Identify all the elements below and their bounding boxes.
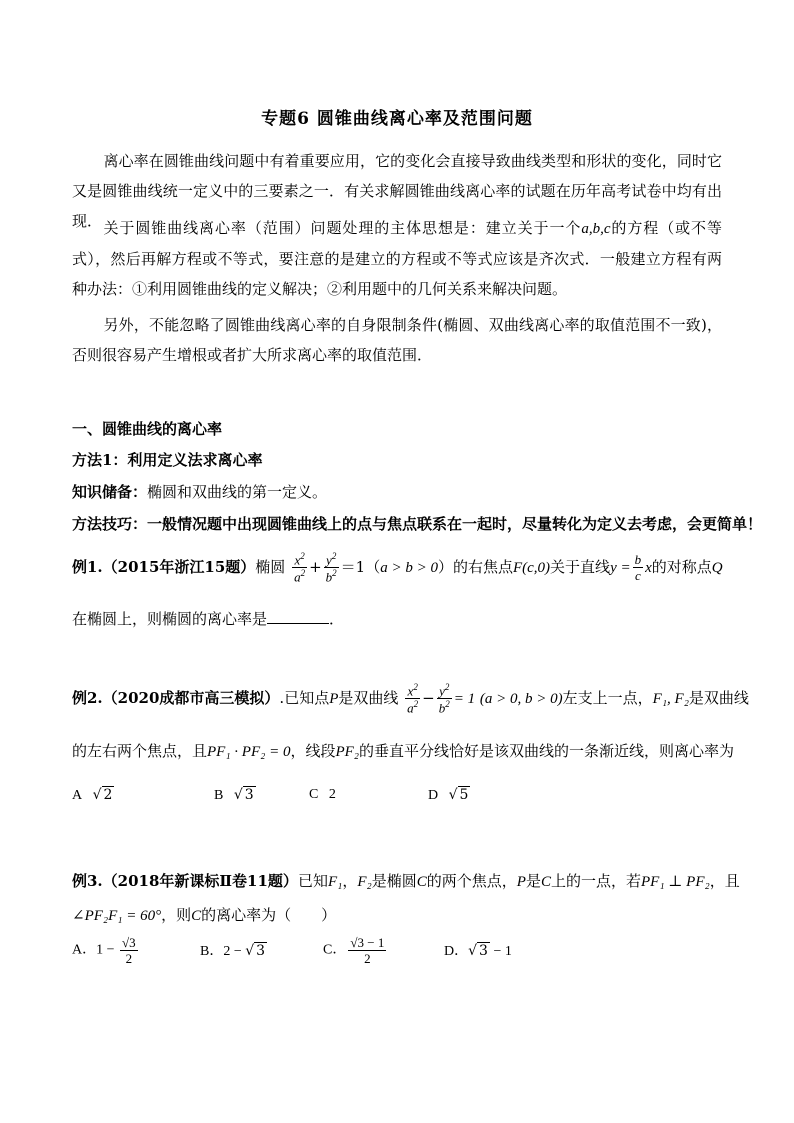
- example-1-line-2: 在椭圆上，则椭圆的离心率是 ．: [72, 610, 345, 628]
- sqrt-symbol: √ 5: [448, 787, 469, 803]
- method-heading: 方法1：利用定义法求离心率: [72, 451, 263, 469]
- y2-over-b2: $\frac{y^2}{b^2}$: [325, 551, 337, 585]
- answer-blank[interactable]: [267, 609, 329, 624]
- example-3-line-2: ∠PF₂F₁ = 60°，则C的离心率为（ ）: [72, 906, 337, 924]
- example-2-option-b[interactable]: B √ 3: [214, 787, 254, 803]
- sqrt-symbol: √ 3: [233, 787, 254, 803]
- x2-over-a2: $\frac{x^2}{a^2}$: [294, 551, 306, 585]
- intro-paragraph-3: 另外，不能忽略了圆锥曲线离心率的自身限制条件(椭圆、双曲线离心率的取值范围不一致)，否则很容易产生增根或者扩大所求离心率的取值范围．: [72, 316, 722, 364]
- abc-variables: a,b,c: [581, 221, 611, 237]
- tips-line: 方法技巧：一般情况题中出现圆锥曲线上的点与焦点联系在一起时，尽量转化为定义去考虑，会更简单！: [72, 515, 763, 533]
- example-3-option-c[interactable]: C． $\frac{√3 - 1}{2}$: [323, 935, 385, 966]
- y2-over-b2: $\frac{y^2}{b^2}$: [438, 682, 450, 716]
- example-3-option-d[interactable]: D．√ 3 − 1: [444, 943, 512, 959]
- example-2-line-2: 的左右两个焦点，且PF₁ · PF₂ = 0，线段PF₂的垂直平分线恰好是该双曲线的一条渐近线，则离心率为: [72, 742, 735, 760]
- example-2-option-a[interactable]: A √ 2: [72, 787, 113, 803]
- intro-paragraph-1: 离心率在圆锥曲线问题中有着重要应用，它的变化会直接导致曲线类型和形状的变化，同时它又是圆锥曲线统一定义中的三要素之一．有关求解圆锥曲线离心率的试题在历年高考试卷中均有出现．: [72, 152, 722, 230]
- knowledge-line: 知识储备：椭圆和双曲线的第一定义。: [72, 483, 328, 501]
- sqrt3-over-2: $\frac{√3}{2}$: [122, 935, 136, 966]
- example-3-option-a[interactable]: A．1 − $\frac{√3}{2}$: [72, 935, 136, 966]
- b-over-c: $\frac{b}{c}$: [634, 552, 642, 584]
- page-title: 专题6 圆锥曲线离心率及范围问题: [261, 109, 533, 129]
- intro-paragraph-2: 关于圆锥曲线离心率（范围）问题处理的主体思想是：建立关于一个a,b,c的方程（或不等式），然后再解方程或不等式，要注意的是建立的方程或不等式应该是齐次式．一般建立方程有两种办法：①利用圆锥曲线的定义解决；②利用题中的几何关系来解决问题。: [72, 219, 722, 298]
- x2-over-a2: $\frac{x^2}{a^2}$: [407, 682, 419, 716]
- example-3-option-b[interactable]: B．2 − √ 3: [200, 943, 266, 959]
- sqrt3-minus-1-over-2: $\frac{√3 - 1}{2}$: [350, 935, 385, 966]
- section-heading: 一、圆锥曲线的离心率: [72, 420, 223, 438]
- example-2-option-c[interactable]: C 2: [309, 787, 336, 802]
- sqrt-symbol: √ 3: [468, 943, 488, 959]
- example-1-line-1: 例1.（2015年浙江15题）椭圆 $\frac{x^2}{a^2}$ + $\frac{y^2}{b^2}$ ＝1（a > b > 0）的右焦点F(c,0)关于直线y = $\frac{b}{c}$ x的对称点Q: [72, 551, 723, 585]
- sqrt-symbol: √ 2: [92, 787, 113, 803]
- example-2-line-1: 例2.（2020成都市高三模拟）.已知点P是双曲线 $\frac{x^2}{a^2}$ − $\frac{y^2}{b^2}$ = 1 (a > 0, b > 0)左支上一点，F₁, F₂是双曲线: [72, 682, 749, 716]
- example-3-line-1: 例3.（2018年新课标Ⅱ卷11题）已知F₁，F₂是椭圆C的两个焦点，P是C上的一点，若PF₁ ⊥ PF₂，且: [72, 872, 740, 890]
- sqrt-symbol: √ 3: [245, 943, 266, 959]
- example-2-option-d[interactable]: D √ 5: [428, 787, 469, 803]
